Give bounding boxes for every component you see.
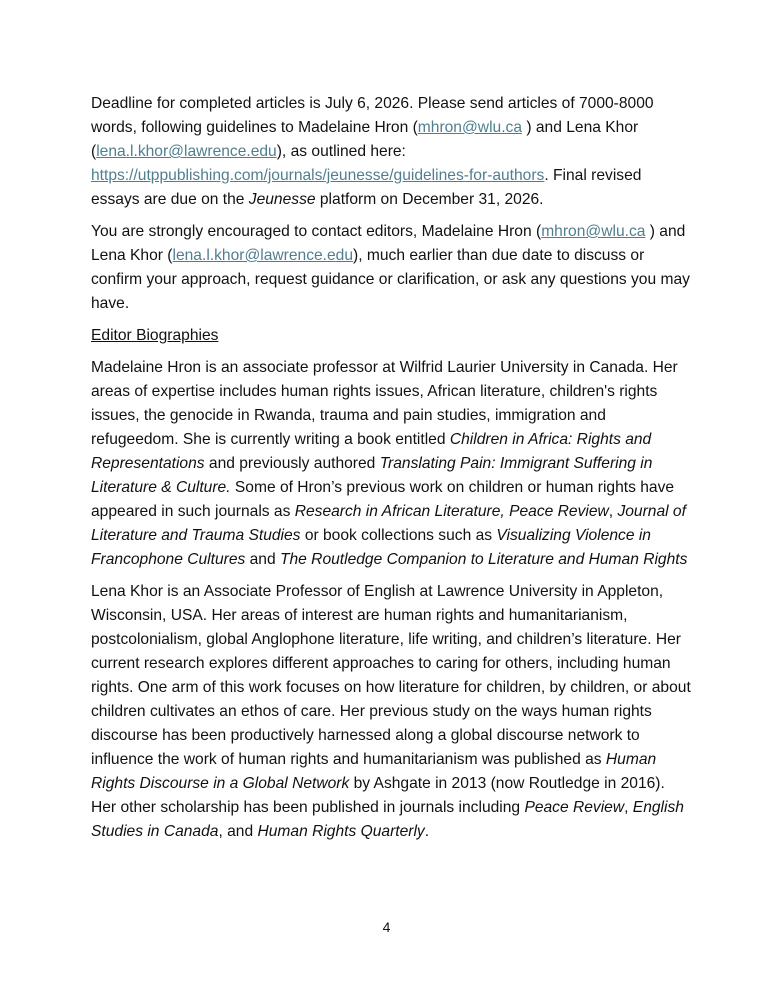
page-number: 4: [382, 919, 391, 935]
email-link-hron-2[interactable]: mhron@wlu.ca: [541, 223, 646, 240]
guidelines-link[interactable]: https://utppublishing.com/journals/jeunesse/guidelines-for-authors: [91, 167, 545, 184]
bio-khor: Lena Khor is an Associate Professor of English at Lawrence University in Appleton, Wisconsin, USA. Her areas of interest are human rights and humanitarianism, postcolonialism, global Anglophone literature, life writing, and children’s literature. Her current research explores different approaches to caring for others, including human rights. One arm of this work focuses on how literature for children, by children, or about children cultivates an ethos of care. Her previous study on the ways human rights discourse has been productively harnessed along a global discourse network to influence the work of human rights and humanitarianism was published as Human Rights Discourse in a Global Network by Ashgate in 2013 (now Routledge in 2016). Her other scholarship has been published in journals including Peace Review, English Studies in Canada, and Human Rights Quarterly.: [91, 583, 691, 840]
page-content: [91, 92, 691, 852]
contact-paragraph: You are strongly encouraged to contact editors, Madelaine Hron (mhron@wlu.ca ) and Lena Khor (lena.l.khor@lawrence.edu), much earlier than due date to discuss or confirm your approach, request guidance or clarification, or ask any questions you may have.: [91, 223, 690, 312]
email-link-khor-2[interactable]: lena.l.khor@lawrence.edu: [172, 247, 354, 264]
email-link-khor[interactable]: lena.l.khor@lawrence.edu: [96, 143, 277, 160]
bio-hron: Madelaine Hron is an associate professor at Wilfrid Laurier University in Canada. Her areas of expertise includes human rights issues, African literature, children's rights issues, the genocide in Rwanda, trauma and pain studies, immigration and refugeedom. She is currently writing a book entitled Children in Africa: Rights and Representations and previously authored Translating Pain: Immigrant Suffering in Literature & Culture. Some of Hron’s previous work on children or human rights have appeared in such journals as Research in African Literature, Peace Review, Journal of Literature and Trauma Studies or book collections such as Visualizing Violence in Francophone Cultures and The Routledge Companion to Literature and Human Rights: [91, 359, 688, 568]
section-heading: Editor Biographies: [91, 327, 219, 344]
email-link-hron[interactable]: mhron@wlu.ca: [417, 119, 523, 136]
deadline-paragraph: Deadline for completed articles is July 6, 2026. Please send articles of 7000-8000 words, following guidelines to Madelaine Hron (mhron@wlu.ca ) and Lena Khor (lena.l.khor@lawrence.edu), as outlined here: https://utppublishing.com/journals/jeunesse/guidelines-for-authors. Final revised essays are due on the Jeunesse platform on December 31, 2026.: [91, 95, 654, 208]
